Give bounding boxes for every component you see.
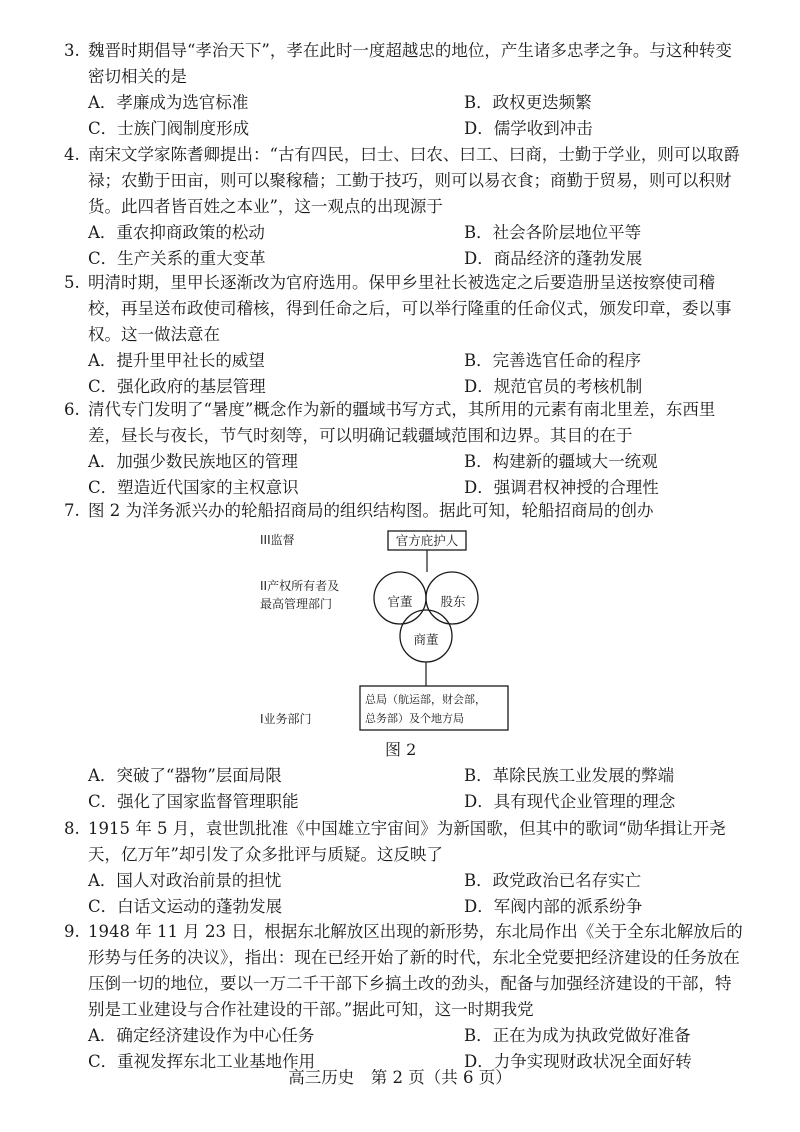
- option-c[interactable]: C．强化了国家监督管理职能: [88, 792, 299, 811]
- figure-caption: 图 2: [385, 740, 417, 759]
- question-3: [64, 38, 744, 142]
- label-owners-line1: II产权所有者及: [260, 579, 340, 593]
- question-number: 3.: [64, 41, 80, 60]
- option-a[interactable]: A．确定经济建设作为中心任务: [88, 1026, 315, 1045]
- options: [64, 90, 744, 142]
- circle-right-text: 股东: [440, 594, 466, 609]
- question-number: 7.: [64, 501, 80, 520]
- org-structure-diagram: [260, 528, 560, 760]
- option-b[interactable]: B．革除民族工业发展的弊端: [464, 766, 675, 785]
- option-a[interactable]: A．加强少数民族地区的管理: [88, 452, 298, 471]
- label-supervision: III监督: [260, 533, 295, 547]
- option-a[interactable]: A．重农抑商政策的松动: [88, 223, 265, 242]
- options: [64, 868, 744, 920]
- question-9: [64, 919, 744, 1075]
- question-7: [64, 498, 744, 524]
- question-stem: 明清时期，里甲长逐渐改为官府选用。保甲乡里社长被选定之后要造册呈送按察使司稽校，再呈送布政使司稽核，得到任命之后，可以举行隆重的任命仪式，颁发印章，委以事权。这一做法意在: [88, 273, 732, 344]
- option-a[interactable]: A．突破了“器物”层面局限: [88, 766, 282, 785]
- bottom-box-line2: 总务部）及个地方局: [365, 712, 464, 725]
- question-stem: 南宋文学家陈耆卿提出：“古有四民，曰士、曰农、曰工、曰商，士勤于学业，则可以取爵禄；农勤于田亩，则可以聚稼穑；工勤于技巧，则可以易衣食；商勤于贸易，则可以积财货。此四者皆百姓之本业”，这一观点的出现源于: [88, 145, 740, 216]
- question-stem: 清代专门发明了“暑度”概念作为新的疆域书写方式，其所用的元素有南北里差，东西里差，昼长与夜长，节气时刻等，可以明确记载疆域范围和边界。其目的在于: [88, 400, 716, 445]
- options: [64, 220, 744, 272]
- option-a[interactable]: A．孝廉成为选官标准: [88, 93, 249, 112]
- option-d[interactable]: D．军阀内部的派系纷争: [464, 897, 643, 916]
- option-a[interactable]: A．国人对政治前景的担忧: [88, 871, 282, 890]
- question-number: 5.: [64, 273, 80, 292]
- option-d[interactable]: D．规范官员的考核机制: [464, 377, 643, 396]
- label-business-dept: I业务部门: [260, 712, 312, 726]
- bottom-box-line1: 总局（航运部，财会部，: [365, 693, 486, 706]
- option-b[interactable]: B．社会各阶层地位平等: [464, 223, 642, 242]
- option-c[interactable]: C．强化政府的基层管理: [88, 377, 266, 396]
- question-stem: 1915 年 5 月，袁世凯批准《中国雄立宇宙间》为新国歌，但其中的歌词“勋华揖让开尧天，亿万年”却引发了众多批评与质疑。这反映了: [88, 819, 726, 864]
- option-c[interactable]: C．白话文运动的蓬勃发展: [88, 897, 283, 916]
- top-box-text: 官方庇护人: [395, 533, 459, 548]
- question-7-options: [64, 763, 744, 815]
- question-number: 6.: [64, 400, 80, 419]
- question-stem: 图 2 为洋务派兴办的轮船招商局的组织结构图。据此可知，轮船招商局的创办: [88, 501, 654, 520]
- circle-bottom-text: 商董: [413, 632, 439, 647]
- option-c[interactable]: C．士族门阀制度形成: [88, 119, 250, 138]
- question-stem: 魏晋时期倡导“孝治天下”，孝在此时一度超越忠的地位，产生诸多忠孝之争。与这种转变密切相关的是: [88, 41, 732, 86]
- option-a[interactable]: A．提升里甲社长的威望: [88, 351, 265, 370]
- option-c[interactable]: C．重视发挥东北工业基地作用: [88, 1052, 316, 1071]
- options: [64, 763, 744, 815]
- option-b[interactable]: B．构建新的疆域大一统观: [464, 452, 658, 471]
- option-b[interactable]: B．政权更迭频繁: [464, 93, 592, 112]
- question-number: 9.: [64, 922, 80, 941]
- page-footer: 高三历史 第 2 页（共 6 页）: [288, 1068, 512, 1087]
- options: [64, 348, 744, 400]
- question-4: [64, 142, 744, 272]
- question-5: [64, 270, 744, 400]
- circle-left-text: 官董: [387, 594, 413, 609]
- option-b[interactable]: B．政党政治已名存实亡: [464, 871, 642, 890]
- option-d[interactable]: D．儒学收到冲击: [464, 119, 593, 138]
- question-6: [64, 397, 744, 501]
- option-d[interactable]: D．具有现代企业管理的理念: [464, 792, 676, 811]
- option-d[interactable]: D．强调君权神授的合理性: [464, 478, 659, 497]
- option-c[interactable]: C．生产关系的重大变革: [88, 249, 266, 268]
- question-number: 4.: [64, 145, 80, 164]
- option-b[interactable]: B．正在为成为执政党做好准备: [464, 1026, 691, 1045]
- option-c[interactable]: C．塑造近代国家的主权意识: [88, 478, 299, 497]
- options: [64, 449, 744, 501]
- option-d[interactable]: D．力争实现财政状况全面好转: [464, 1052, 692, 1071]
- question-8: [64, 816, 744, 920]
- question-stem: 1948 年 11 月 23 日，根据东北解放区出现的新形势，东北局作出《关于全东北解放后的形势与任务的决议》，指出：现在已经开始了新的时代，东北全党要把经济建设的任务放在压倒一切的地位，要以一万二千干部下乡搞土改的劲头，配备与加强经济建设的干部，特别是工业建设与合作社建设的干部。”据此可知，这一时期我党: [88, 922, 743, 1019]
- label-owners-line2: 最高管理部门: [260, 597, 333, 611]
- question-number: 8.: [64, 819, 80, 838]
- option-d[interactable]: D．商品经济的蓬勃发展: [464, 249, 643, 268]
- option-b[interactable]: B．完善选官任命的程序: [464, 351, 642, 370]
